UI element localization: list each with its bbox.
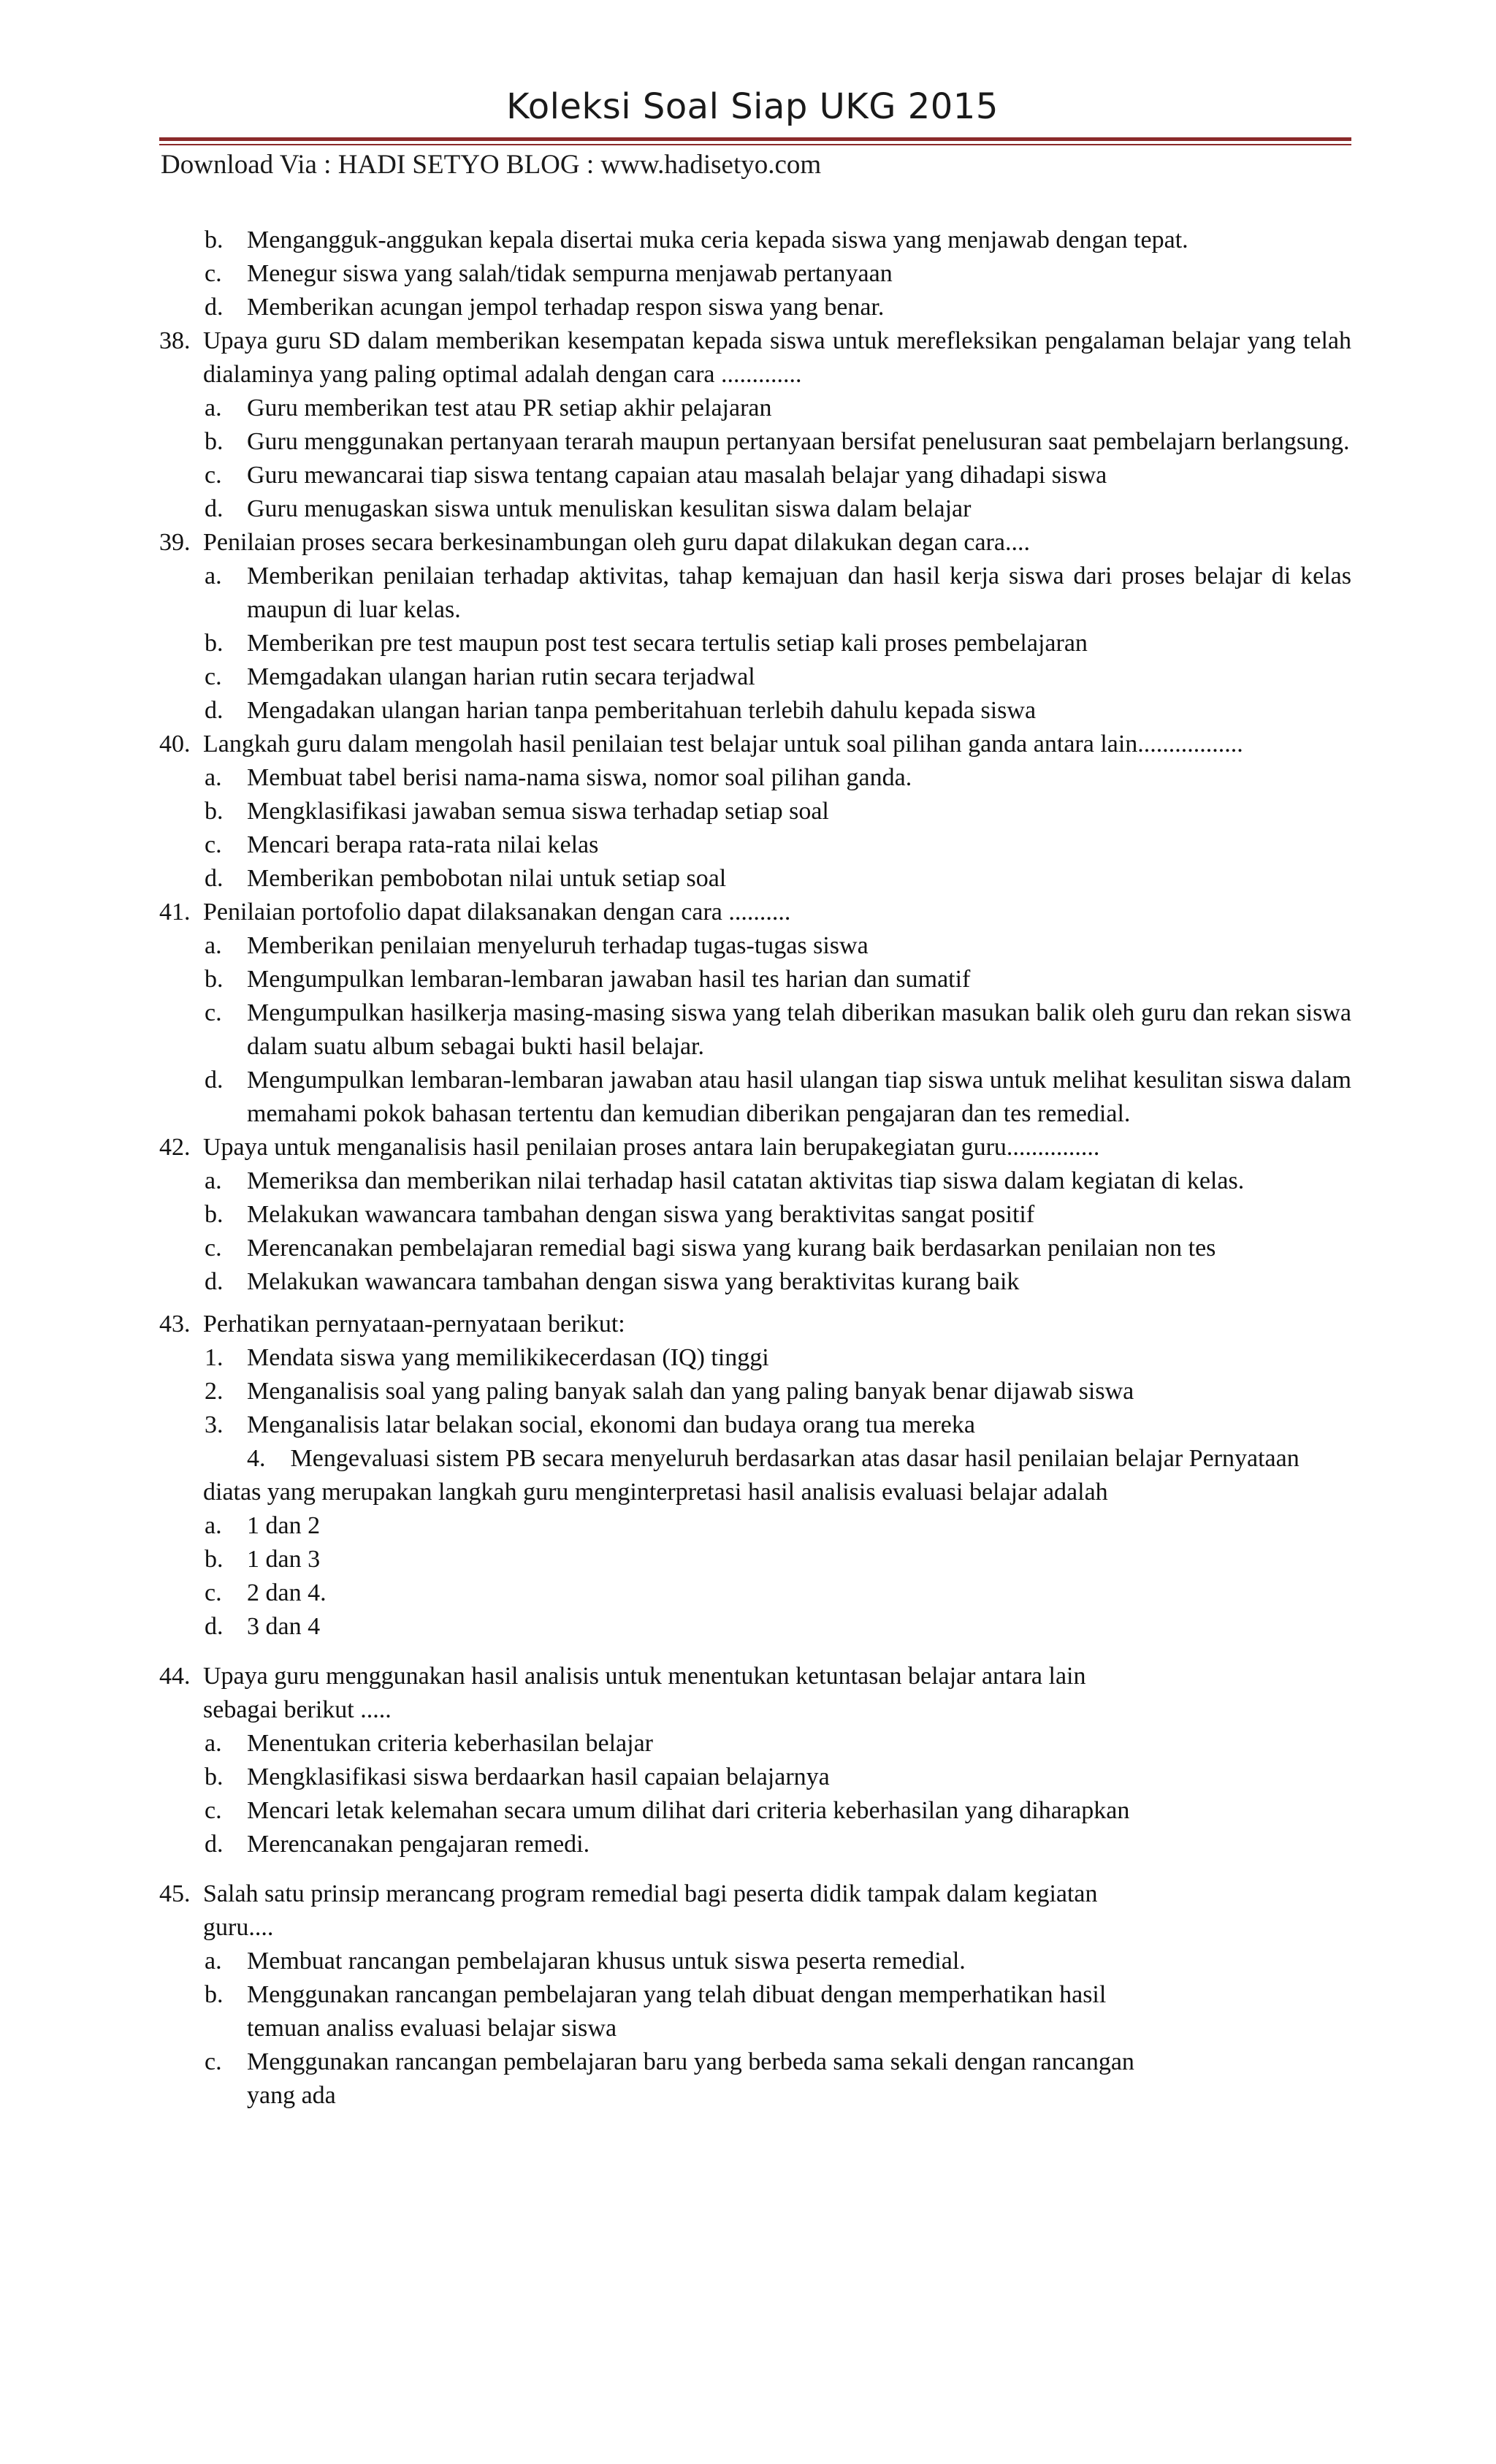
question-44 bbox=[159, 1660, 1351, 1727]
statement-text: Menganalisis soal yang paling banyak salah dan yang paling banyak benar dijawab siswa bbox=[247, 1378, 1134, 1405]
option-text: Memgadakan ulangan harian rutin secara terjadwal bbox=[247, 663, 755, 690]
option-item bbox=[159, 459, 1351, 492]
option-item bbox=[159, 1945, 1351, 1978]
statement-text: Mengevaluasi sistem PB secara menyeluruh berdasarkan atas dasar hasil penilaian belajar Pernyataan diatas yang merupakan langkah guru menginterpretasi hasil analisis evaluasi belajar adalah bbox=[203, 1445, 1300, 1506]
option-item bbox=[159, 828, 1351, 862]
question-number: 43. bbox=[159, 1311, 191, 1338]
option-item bbox=[159, 1978, 1351, 2045]
option-text: Menggunakan rancangan pembelajaran baru yang berbeda sama sekali dengan rancangan yang ada bbox=[247, 2048, 1134, 2109]
option-text: Mencari letak kelemahan secara umum dilihat dari criteria keberhasilan yang diharapkan bbox=[247, 1797, 1130, 1824]
option-text: Memberikan penilaian terhadap aktivitas, tahap kemajuan dan hasil kerja siswa dari proses belajar di kelas maupun di luar kelas. bbox=[247, 562, 1351, 623]
option-letter: d. bbox=[205, 1067, 224, 1094]
question-list bbox=[159, 224, 1351, 2113]
option-text: Merencanakan pembelajaran remedial bagi siswa yang kurang baik berdasarkan penilaian non tes bbox=[247, 1235, 1216, 1262]
question-number: 39. bbox=[159, 529, 191, 556]
option-letter: a. bbox=[205, 1167, 222, 1194]
option-item bbox=[159, 761, 1351, 795]
option-item bbox=[159, 291, 1351, 324]
option-text: Menentukan criteria keberhasilan belajar bbox=[247, 1730, 654, 1757]
option-item bbox=[159, 1198, 1351, 1232]
statement-number: 3. bbox=[205, 1411, 224, 1438]
option-text: Memberikan penilaian menyeluruh terhadap tugas-tugas siswa bbox=[247, 932, 869, 959]
option-letter: a. bbox=[205, 1730, 222, 1757]
option-letter: c. bbox=[205, 2048, 222, 2075]
option-item bbox=[159, 1610, 1351, 1644]
option-item bbox=[159, 425, 1351, 459]
option-text: Guru menggunakan pertanyaan terarah maupun pertanyaan bersifat penelusuran saat pembelajarn berlangsung. bbox=[247, 428, 1350, 455]
option-item bbox=[159, 1794, 1351, 1828]
question-number: 45. bbox=[159, 1880, 191, 1907]
option-letter: a. bbox=[205, 1948, 222, 1975]
option-item bbox=[159, 1265, 1351, 1299]
option-item bbox=[159, 627, 1351, 660]
option-text: Mengklasifikasi jawaban semua siswa terhadap setiap soal bbox=[247, 798, 829, 825]
option-text: Menegur siswa yang salah/tidak sempurna menjawab pertanyaan bbox=[247, 260, 893, 287]
option-letter: b. bbox=[205, 1546, 224, 1573]
option-letter: a. bbox=[205, 932, 222, 959]
spacer bbox=[159, 1299, 1351, 1308]
header-rule-thin bbox=[159, 144, 1351, 145]
option-text: Mengangguk-anggukan kepala disertai muka ceria kepada siswa yang menjawab dengan tepat. bbox=[247, 226, 1188, 253]
option-text: 3 dan 4 bbox=[247, 1613, 321, 1640]
option-letter: b. bbox=[205, 798, 224, 825]
question-39 bbox=[159, 526, 1351, 560]
option-letter: b. bbox=[205, 630, 224, 657]
question-number: 38. bbox=[159, 327, 191, 354]
question-40 bbox=[159, 728, 1351, 761]
statement-text: Mendata siswa yang memilikikecerdasan (IQ) tinggi bbox=[247, 1344, 769, 1371]
question-text: Upaya guru SD dalam memberikan kesempatan kepada siswa untuk merefleksikan pengalaman belajar yang telah dialaminya yang paling optimal adalah dengan cara ............. bbox=[203, 327, 1351, 388]
option-letter: b. bbox=[205, 1763, 224, 1790]
option-text: Mengadakan ulangan harian tanpa pemberitahuan terlebih dahulu kepada siswa bbox=[247, 697, 1037, 724]
option-item bbox=[159, 257, 1351, 291]
option-text: Menggunakan rancangan pembelajaran yang telah dibuat dengan memperhatikan hasil temuan analiss evaluasi belajar siswa bbox=[247, 1981, 1107, 2042]
option-item bbox=[159, 795, 1351, 828]
option-item bbox=[159, 1576, 1351, 1610]
statement-item bbox=[159, 1408, 1351, 1442]
page-header-subtitle: Download Via : HADI SETYO BLOG : www.hadisetyo.com bbox=[161, 150, 822, 180]
option-letter: c. bbox=[205, 999, 222, 1026]
question-text: Perhatikan pernyataan-pernyataan berikut: bbox=[203, 1311, 625, 1338]
option-letter: d. bbox=[205, 1831, 224, 1858]
option-letter: d. bbox=[205, 1613, 224, 1640]
statement-number: 1. bbox=[205, 1344, 224, 1371]
question-45 bbox=[159, 1877, 1351, 1945]
option-letter: b. bbox=[205, 428, 224, 455]
option-text: Merencanakan pengajaran remedi. bbox=[247, 1831, 590, 1858]
option-letter: c. bbox=[205, 831, 222, 858]
option-letter: b. bbox=[205, 966, 224, 993]
option-letter: d. bbox=[205, 865, 224, 892]
option-item bbox=[159, 560, 1351, 627]
option-text: Membuat tabel berisi nama-nama siswa, nomor soal pilihan ganda. bbox=[247, 764, 912, 791]
option-letter: c. bbox=[205, 1235, 222, 1262]
option-letter: d. bbox=[205, 697, 224, 724]
option-text: 2 dan 4. bbox=[247, 1579, 327, 1606]
question-text: Langkah guru dalam mengolah hasil penilaian test belajar untuk soal pilihan ganda antara lain................. bbox=[203, 731, 1243, 758]
option-text: Guru memberikan test atau PR setiap akhir pelajaran bbox=[247, 394, 772, 422]
option-item bbox=[159, 1543, 1351, 1576]
statement-text: Menganalisis latar belakan social, ekonomi dan budaya orang tua mereka bbox=[247, 1411, 975, 1438]
option-item bbox=[159, 1761, 1351, 1794]
option-letter: c. bbox=[205, 1579, 222, 1606]
option-item bbox=[159, 392, 1351, 425]
option-item bbox=[159, 2045, 1351, 2113]
question-text: Penilaian proses secara berkesinambungan oleh guru dapat dilakukan degan cara.... bbox=[203, 529, 1030, 556]
question-text: Salah satu prinsip merancang program remedial bagi peserta didik tampak dalam kegiatan guru.... bbox=[203, 1880, 1098, 1941]
option-text: Guru mewancarai tiap siswa tentang capaian atau masalah belajar yang dihadapi siswa bbox=[247, 462, 1107, 489]
header-rule-thick bbox=[159, 137, 1351, 141]
option-text: Guru menugaskan siswa untuk menuliskan kesulitan siswa dalam belajar bbox=[247, 495, 972, 522]
option-item bbox=[159, 1828, 1351, 1861]
question-text: Upaya untuk menganalisis hasil penilaian proses antara lain berupakegiatan guru............... bbox=[203, 1134, 1100, 1161]
option-text: Melakukan wawancara tambahan dengan siswa yang beraktivitas kurang baik bbox=[247, 1268, 1020, 1295]
option-letter: d. bbox=[205, 495, 224, 522]
option-text: 1 dan 2 bbox=[247, 1512, 321, 1539]
option-text: Memeriksa dan memberikan nilai terhadap hasil catatan aktivitas tiap siswa dalam kegiatan di kelas. bbox=[247, 1167, 1245, 1194]
option-letter: d. bbox=[205, 294, 224, 321]
question-41 bbox=[159, 896, 1351, 929]
option-letter: c. bbox=[205, 663, 222, 690]
question-text: Upaya guru menggunakan hasil analisis untuk menentukan ketuntasan belajar antara lain sebagai berikut ..... bbox=[203, 1663, 1086, 1723]
question-38 bbox=[159, 324, 1351, 392]
option-text: Mengumpulkan lembaran-lembaran jawaban atau hasil ulangan tiap siswa untuk melihat kesulitan siswa dalam memahami pokok bahasan tertentu dan kemudian diberikan pengajaran dan tes remedial. bbox=[247, 1067, 1351, 1127]
option-letter: c. bbox=[205, 1797, 222, 1824]
option-letter: a. bbox=[205, 764, 222, 791]
option-letter: c. bbox=[205, 260, 222, 287]
option-item bbox=[159, 660, 1351, 694]
question-number: 42. bbox=[159, 1134, 191, 1161]
option-text: 1 dan 3 bbox=[247, 1546, 321, 1573]
option-letter: c. bbox=[205, 462, 222, 489]
option-item bbox=[159, 492, 1351, 526]
question-number: 41. bbox=[159, 899, 191, 926]
option-letter: b. bbox=[205, 226, 224, 253]
option-letter: a. bbox=[205, 1512, 222, 1539]
option-item bbox=[159, 1509, 1351, 1543]
option-text: Mengklasifikasi siswa berdaarkan hasil capaian belajarnya bbox=[247, 1763, 830, 1790]
option-item bbox=[159, 929, 1351, 963]
option-item bbox=[159, 1164, 1351, 1198]
option-item bbox=[159, 996, 1351, 1064]
option-item bbox=[159, 694, 1351, 728]
option-text: Melakukan wawancara tambahan dengan siswa yang beraktivitas sangat positif bbox=[247, 1201, 1035, 1228]
option-letter: a. bbox=[205, 394, 222, 422]
question-42 bbox=[159, 1131, 1351, 1164]
option-letter: b. bbox=[205, 1201, 224, 1228]
option-text: Mencari berapa rata-rata nilai kelas bbox=[247, 831, 599, 858]
option-text: Mengumpulkan hasilkerja masing-masing siswa yang telah diberikan masukan balik oleh guru dan rekan siswa dalam suatu album sebagai bukti hasil belajar. bbox=[247, 999, 1351, 1060]
option-text: Memberikan pembobotan nilai untuk setiap soal bbox=[247, 865, 727, 892]
option-text: Membuat rancangan pembelajaran khusus untuk siswa peserta remedial. bbox=[247, 1948, 966, 1975]
statement-item bbox=[159, 1341, 1351, 1375]
question-number: 40. bbox=[159, 731, 191, 758]
option-item bbox=[159, 1727, 1351, 1761]
statement-number: 2. bbox=[205, 1378, 224, 1405]
option-letter: d. bbox=[205, 1268, 224, 1295]
option-text: Mengumpulkan lembaran-lembaran jawaban hasil tes harian dan sumatif bbox=[247, 966, 971, 993]
question-number: 44. bbox=[159, 1663, 191, 1690]
option-item bbox=[159, 1232, 1351, 1265]
statement-number: 4. bbox=[247, 1445, 266, 1472]
page-header-title: Koleksi Soal Siap UKG 2015 bbox=[506, 86, 999, 127]
question-43 bbox=[159, 1308, 1351, 1341]
option-text: Memberikan acungan jempol terhadap respon siswa yang benar. bbox=[247, 294, 885, 321]
statement-item bbox=[159, 1375, 1351, 1408]
option-item bbox=[159, 1064, 1351, 1131]
option-item bbox=[159, 224, 1351, 257]
spacer bbox=[159, 1861, 1351, 1877]
option-item bbox=[159, 963, 1351, 996]
question-text: Penilaian portofolio dapat dilaksanakan dengan cara .......... bbox=[203, 899, 791, 926]
option-text: Memberikan pre test maupun post test secara tertulis setiap kali proses pembelajaran bbox=[247, 630, 1088, 657]
spacer bbox=[159, 1644, 1351, 1660]
option-letter: b. bbox=[205, 1981, 224, 2008]
option-letter: a. bbox=[205, 562, 222, 590]
statement-item bbox=[159, 1442, 1351, 1509]
option-item bbox=[159, 862, 1351, 896]
